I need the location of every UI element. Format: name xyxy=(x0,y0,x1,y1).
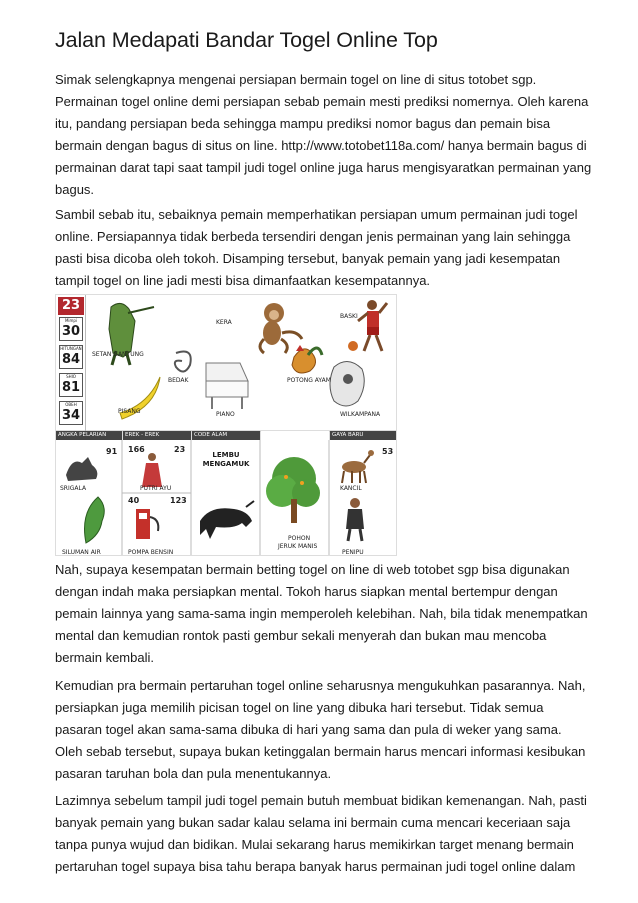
side-box: HITUNGAN 84 xyxy=(60,346,82,367)
paragraph-line: Simak selengkapnya mengenai persiapan bermain togel on line di situs totobet sgp. xyxy=(55,72,537,87)
paragraph-line: dengan indah maka persiapkan mental. Tokoh harus siapkan mental bertempur dengan xyxy=(55,584,558,599)
togel-dream-chart-image xyxy=(55,294,397,556)
label-jeruk-manis: JERUK MANIS xyxy=(278,543,318,550)
label-piano: PIANO xyxy=(216,411,235,418)
putri-ayu-illustration xyxy=(142,453,162,487)
number-23: 23 xyxy=(174,445,186,454)
paragraph-line: Sambil sebab itu, sebaiknya pemain memperhatikan persiapan umum permainan judi togel xyxy=(55,207,578,222)
paragraph-line: Lazimnya sebelum tampil judi togel pemain butuh membuat bidikan kemenangan. Nah, pasti xyxy=(55,793,587,808)
baski-illustration xyxy=(348,300,387,351)
figure-badge: 23 xyxy=(58,297,84,315)
label-baski: BASKI xyxy=(340,313,358,320)
paragraph-line: Oleh sebab tersebut, supaya bukan ketinggalan bermain harus mencari informasi kesibukan xyxy=(55,744,586,759)
paragraph-line: Nah, supaya kesempatan bermain betting togel on line di web totobet sgp bisa digunakan xyxy=(55,562,570,577)
side-box: OBEH 34 xyxy=(59,401,83,425)
kancil-illustration xyxy=(342,450,374,483)
paragraph-line: bermain dengan bagus di situs on line. http://www.totobet118a.com/ hanya bermain bagus di xyxy=(55,138,587,153)
label-pohon: POHON xyxy=(288,535,311,542)
paragraph-line: bagus. xyxy=(55,182,95,197)
pompa-bensin-illustration xyxy=(136,509,158,539)
paragraph-2 xyxy=(55,204,595,292)
label-potong-ayam: POTONG AYAM xyxy=(287,377,331,384)
paragraph-line: itu, pandang persiapan beda sehingga mampu prediksi nomor bagus dan pemain bisa xyxy=(55,116,551,131)
bedak-illustration xyxy=(175,352,191,372)
number-91: 91 xyxy=(106,447,118,456)
paragraph-line: Permainan togel online demi persiapan sebab pemain mesti prediksi nomernya. Oleh karena xyxy=(55,94,589,109)
label-setan-gantung: SETAN GANTUNG xyxy=(92,351,144,358)
paragraph-line: pemain lainnya yang sama-sama ingin memperoleh kelebihan. Nah, bila tidak menempatkan xyxy=(55,606,588,621)
paragraph-line: pasaran taruhan bola dan pula menentukannya. xyxy=(55,766,332,781)
label-pompa-bensin: POMPA BENSIN xyxy=(128,549,174,556)
label-pisang: PISANG xyxy=(118,408,141,415)
paragraph-line: tanpa punya wujud dan bidikan. Mulai sekarang harus memikirkan target menang bermain xyxy=(55,837,574,852)
label-siluman-air: SILUMAN AIR xyxy=(62,549,101,556)
paragraph-1 xyxy=(55,69,595,201)
label-kera: KERA xyxy=(216,319,232,326)
piano-illustration xyxy=(206,363,248,409)
figure-illustrations xyxy=(56,295,397,556)
page-title: Jalan Medapati Bandar Togel Online Top xyxy=(55,28,438,52)
paragraph-4 xyxy=(55,675,595,785)
paragraph-line: mental dan kemudian rontok pasti gembur sekali menyerah dan bukan mau mencoba xyxy=(55,628,547,643)
number-40: 40 xyxy=(128,496,140,505)
pohon-jeruk-illustration xyxy=(266,457,320,523)
number-166: 166 xyxy=(128,445,145,454)
potong-ayam-illustration xyxy=(292,345,322,373)
paragraph-line: permainan darat tapi saat tampil judi togel online juga harus mengisyaratkan permainan yang xyxy=(55,160,592,175)
label-wilkampana: WILKAMPANA xyxy=(340,411,381,418)
srigala-illustration xyxy=(66,457,97,481)
header-gaya-baru: GAYA BARU xyxy=(330,431,397,440)
number-123: 123 xyxy=(170,496,187,505)
label-bedak: BEDAK xyxy=(168,377,189,384)
paragraph-line: pertaruhan togel supaya bisa tahu berapa banyak harus permainan judi togel online dalam xyxy=(55,859,576,874)
wilkampana-illustration xyxy=(330,361,364,406)
side-box: Mimpi 30 xyxy=(59,317,83,341)
lembu-illustration xyxy=(200,501,254,539)
penipu-illustration xyxy=(346,498,364,541)
header-angka-pelarian: ANGKA PELARIAN xyxy=(56,431,122,440)
header-code-alam: CODE ALAM xyxy=(192,431,260,440)
paragraph-line: banyak pemain yang bukan sadar kalau selama ini bermain cuma mencari keceriaan saja xyxy=(55,815,571,830)
paragraph-line: tampil togel on line jadi mesti bisa dimanfaatkan kesempatannya. xyxy=(55,273,431,288)
paragraph-line: online. Persiapannya tidak berbeda tersendiri dengan jenis permainan yang lain sehingga xyxy=(55,229,571,244)
siluman-air-illustration xyxy=(85,497,105,543)
paragraph-5 xyxy=(55,790,595,878)
label-penipu: PENIPU xyxy=(342,549,364,556)
code-alam-text: LEMBU MENGAMUK xyxy=(202,451,250,468)
paragraph-line: persiapkan juga memilih picisan togel on line yang dibuka hari tersebut. Tidak semua xyxy=(55,700,544,715)
number-53: 53 xyxy=(382,447,394,456)
paragraph-line: Kemudian pra bermain pertaruhan togel online seharusnya mengukuhkan pasarannya. Nah, xyxy=(55,678,586,693)
kera-illustration xyxy=(260,303,302,353)
side-box: SHIO 81 xyxy=(59,373,83,397)
paragraph-line: bermain kembali. xyxy=(55,650,154,665)
label-srigala: SRIGALA xyxy=(60,485,87,492)
label-putri-ayu: PUTRI AYU xyxy=(140,485,172,492)
paragraph-3 xyxy=(55,559,595,669)
header-erek-erek: EREK - EREK xyxy=(123,431,191,440)
header-blank xyxy=(261,431,329,440)
label-kancil: KANCIL xyxy=(340,485,362,492)
paragraph-line: pasti bisa dicoba oleh tokoh. Disamping tersebut, banyak pemain yang jadi kesempatan xyxy=(55,251,561,266)
paragraph-line: pasaran togel akan sama-sama dibuka di hari yang sama dan pula di weker yang sama. xyxy=(55,722,562,737)
